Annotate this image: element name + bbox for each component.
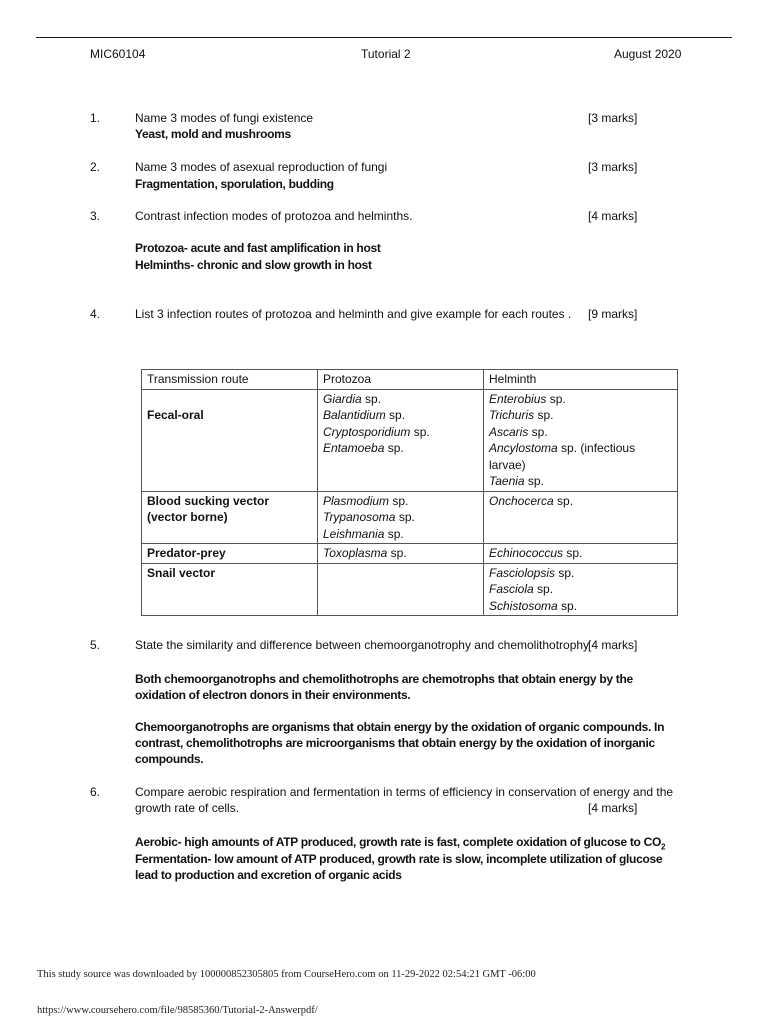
answer-text: Yeast, mold and mushrooms (135, 127, 291, 141)
route-name: Fecal-oral (147, 407, 204, 422)
route-cell (142, 389, 318, 491)
species-entry: Plasmodium sp. (323, 493, 409, 508)
question-text: State the similarity and difference between chemoorganotrophy and chemolithotrophy (135, 638, 590, 652)
species-entry: Fasciolopsis sp. (489, 565, 575, 580)
question-marks: [9 marks] (588, 307, 638, 321)
answer-text: Aerobic- high amounts of ATP produced, growth rate is fast, complete oxidation of glucose to $CO_2$ (135, 835, 666, 852)
subscript: 2 (661, 842, 666, 852)
source-url[interactable]: https://www.coursehero.com/file/98585360/Tutorial-2-Answerpdf/ (37, 1005, 318, 1016)
question-text: Name 3 modes of fungi existence (135, 111, 314, 125)
route-cell (142, 544, 318, 564)
species-entry: Fasciola sp. (489, 582, 554, 596)
header-rule (36, 37, 732, 38)
question-number: 3. (90, 209, 101, 223)
table-header: Protozoa (318, 370, 484, 390)
species-entry: Echinococcus sp. (489, 546, 583, 560)
answer-text: Fermentation- low amount of ATP produced, growth rate is slow, incomplete utilization of glucose (135, 852, 663, 866)
answer-text: Helminths- chronic and slow growth in host (135, 258, 372, 272)
answer-text: Fragmentation, sporulation, budding (135, 177, 334, 191)
protozoa-cell (318, 563, 484, 616)
species-entry: Cryptosporidium sp. (323, 424, 430, 439)
question-number: 2. (90, 160, 101, 174)
species-entry: Toxoplasma sp. (323, 546, 407, 560)
helminth-cell (484, 563, 678, 616)
species-entry: Giardia sp. (323, 391, 382, 406)
protozoa-cell (318, 544, 484, 564)
answer-paragraph: Chemoorganotrophs are organisms that obtain energy by the oxidation of organic compounds. In contrast, chemolithotrophs are microorganisms that obtain energy by the oxidation of inorganic compounds. (135, 720, 665, 766)
helminth-cell (484, 544, 678, 564)
question-marks: [4 marks] (588, 801, 638, 815)
species-entry: Ancylostoma sp. (infectious larvae) (489, 441, 636, 472)
table-header-row (142, 370, 678, 390)
question-text: List 3 infection routes of protozoa and helminth and give example for each routes . (135, 307, 572, 321)
route-cell (142, 491, 318, 544)
question-text: Compare aerobic respiration and fermentation in terms of efficiency in conservation of energy and the (135, 785, 674, 799)
route-name: Blood sucking vector (147, 493, 270, 508)
species-entry: Entamoeba sp. (323, 441, 404, 455)
question-marks: [3 marks] (588, 111, 638, 125)
question-number: 1. (90, 111, 101, 125)
route-name: Snail vector (147, 565, 216, 580)
question-marks: [4 marks] (588, 638, 638, 652)
protozoa-cell (318, 389, 484, 491)
download-notice: This study source was downloaded by 100000852305805 from CourseHero.com on 11-29-2022 02:54:21 GMT -06:00 (37, 969, 536, 980)
question-number: 4. (90, 307, 101, 321)
species-entry: Onchocerca sp. (489, 493, 574, 508)
table-header: Helminth (484, 370, 678, 390)
document-date: August 2020 (614, 47, 682, 61)
course-code: MIC60104 (90, 47, 146, 61)
species-entry: Ascaris sp. (489, 424, 548, 439)
species-entry: Leishmania sp. (323, 526, 404, 541)
document-title: Tutorial 2 (361, 47, 411, 61)
question-text: Contrast infection modes of protozoa and helminths. (135, 209, 413, 223)
protozoa-cell (318, 491, 484, 544)
species-entry: Enterobius sp. (489, 391, 566, 406)
table-header: Transmission route (142, 370, 318, 390)
answer-text: Protozoa- acute and fast amplification in host (135, 241, 381, 255)
species-entry: Trypanosoma sp. (323, 510, 415, 524)
question-marks: [4 marks] (588, 209, 638, 223)
species-entry: Taenia sp. (489, 474, 544, 488)
species-entry: Balantidium sp. (323, 408, 406, 422)
species-entry: Trichuris sp. (489, 408, 554, 422)
route-name: Predator-prey (147, 546, 226, 560)
table-row (142, 389, 678, 491)
answer-paragraph: Both chemoorganotrophs and chemolithotrophs are chemotrophs that obtain energy by the oxidation of electron donors in their environments. (135, 672, 633, 702)
route-name: (vector borne) (147, 510, 228, 524)
table-row (142, 563, 678, 616)
answer-text: lead to production and excretion of organic acids (135, 868, 402, 882)
route-cell (142, 563, 318, 616)
helminth-cell (484, 491, 678, 544)
table-row (142, 544, 678, 564)
transmission-table (141, 369, 678, 616)
question-number: 6. (90, 785, 101, 799)
question-text: Name 3 modes of asexual reproduction of fungi (135, 160, 388, 174)
species-entry: Schistosoma sp. (489, 598, 578, 613)
question-number: 5. (90, 638, 101, 652)
question-marks: [3 marks] (588, 160, 638, 174)
table-row (142, 491, 678, 544)
question-text: growth rate of cells. (135, 801, 240, 815)
helminth-cell (484, 389, 678, 491)
